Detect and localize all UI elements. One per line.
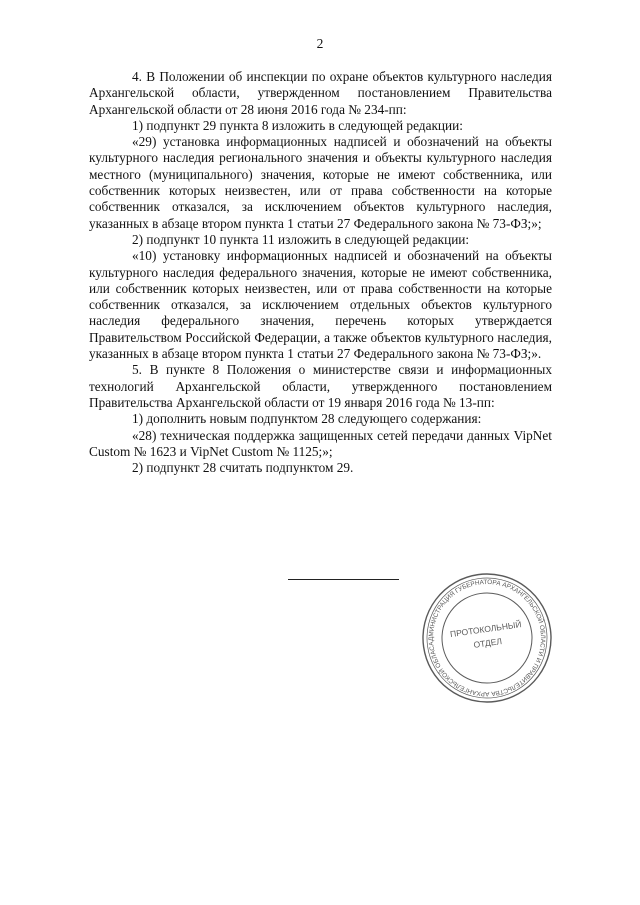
stamp-center-line-2: ОТДЕЛ <box>472 636 503 650</box>
paragraph-item-4-intro: 4. В Положении об инспекции по охране объектов культурного наследия Архангельской области, утвержденном постановлением Правительства Архангельской области от 28 июня 2016 года № 234-пп: <box>89 69 552 117</box>
paragraph-item-5-intro: 5. В пункте 8 Положения о министерстве связи и информационных технологий Архангельской области, утвержденного постановлением Правительства Архангельской области от 19 января 2016 года № 13-пп: <box>89 362 552 410</box>
stamp-center-line-1: ПРОТОКОЛЬНЫЙ <box>449 619 523 640</box>
paragraph-subitem-4-1: 1) подпункт 29 пункта 8 изложить в следующей редакции: <box>132 117 463 133</box>
official-stamp <box>418 572 556 704</box>
paragraph-subitem-5-2: 2) подпункт 28 считать подпунктом 29. <box>132 460 354 476</box>
paragraph-quote-10: «10) установку информационных надписей и обозначений на объекты культурного наследия федерального значения, которые не имеют собственника, или собственник которых неизвестен, или от права собственности на которые собственник отказался, за исключением отдельных объектов культурного наследия федерального значения, перечень которых утверждается Правительством Российской Федерации, а также объектов культурного наследия, указанных в абзаце втором пункта 1 статьи 27 Федерального закона № 73-ФЗ;». <box>89 248 552 362</box>
paragraph-quote-29: «29) установка информационных надписей и обозначений на объекты культурного наследия регионального значения и объекты культурного наследия местного (муниципального) значения, которые не имеют собственника, или собственник которых неизвестен, или от права собственности на которые собственник отказался, за исключением объектов культурного наследия, указанных в абзаце втором пункта 1 статьи 27 Федерального закона № 73-ФЗ;»; <box>89 134 552 231</box>
paragraph-subitem-4-2: 2) подпункт 10 пункта 11 изложить в следующей редакции: <box>132 231 470 247</box>
stamp-ring-text: АДМИНИСТРАЦИЯ ГУБЕРНАТОРА АРХАНГЕЛЬСКОЙ ОБЛАСТИ И ПРАВИТЕЛЬСТВА АРХАНГЕЛЬСКОЙ ОБЛАСТИ <box>427 578 547 698</box>
page-number: 2 <box>316 36 324 51</box>
document-body <box>89 69 552 476</box>
paragraph-subitem-5-1: 1) дополнить новым подпунктом 28 следующего содержания: <box>132 411 482 427</box>
paragraph-quote-28: «28) техническая поддержка защищенных сетей передачи данных VipNet Custom № 1623 и VipNet Custom № 1125;»; <box>89 427 552 459</box>
signature-line <box>288 579 399 580</box>
